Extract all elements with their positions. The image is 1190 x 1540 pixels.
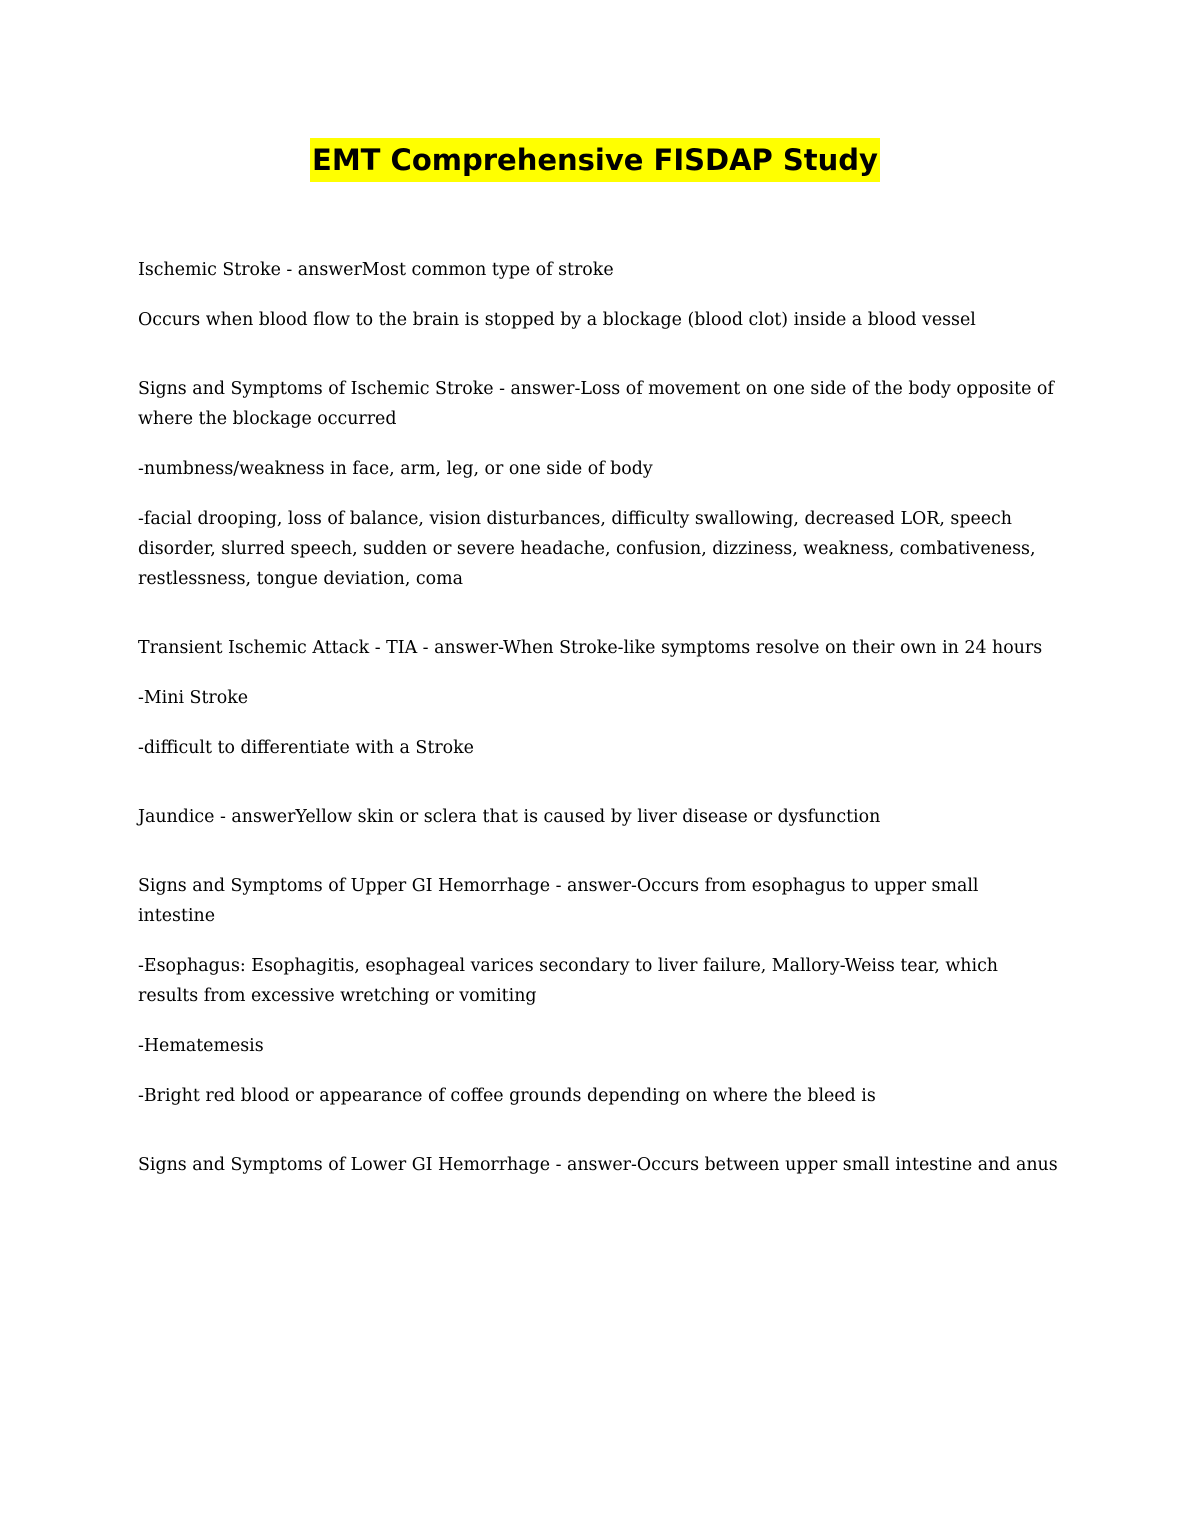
paragraph: -numbness/weakness in face, arm, leg, or one side of body: [138, 459, 653, 479]
paragraph: Signs and Symptoms of Ischemic Stroke - answer-Loss of movement on one side of the body opposite of where the blockage occurred: [138, 379, 1054, 429]
paragraph: -Bright red blood or appearance of coffee grounds depending on where the bleed is: [138, 1086, 876, 1106]
entry-ischemic-stroke: [138, 255, 1058, 335]
paragraph: Jaundice - answerYellow skin or sclera that is caused by liver disease or dysfunction: [138, 807, 881, 827]
paragraph: Signs and Symptoms of Upper GI Hemorrhage - answer-Occurs from esophagus to upper small intestine: [138, 876, 979, 926]
paragraph: Ischemic Stroke - answerMost common type of stroke: [138, 260, 614, 280]
entry-ischemic-stroke-signs: [138, 374, 1058, 594]
paragraph: -Esophagus: Esophagitis, esophageal varices secondary to liver failure, Mallory-Weiss tear, which results from excessive wretching or vomiting: [138, 956, 999, 1006]
entry-lower-gi-hemorrhage: [138, 1150, 1058, 1180]
paragraph: Signs and Symptoms of Lower GI Hemorrhage - answer-Occurs between upper small intestine and anus: [138, 1155, 1058, 1175]
paragraph: -difficult to differentiate with a Stroke: [138, 738, 474, 758]
entry-tia: [138, 633, 1058, 763]
document-title: EMT Comprehensive FISDAP Study: [310, 138, 880, 182]
entry-upper-gi-hemorrhage: [138, 871, 1058, 1111]
paragraph: -facial drooping, loss of balance, vision disturbances, difficulty swallowing, decreased LOR, speech disorder, slurred speech, sudden or severe headache, confusion, dizziness, weakness, combativeness, restlessness, tongue deviation, coma: [138, 509, 1036, 589]
paragraph: -Hematemesis: [138, 1036, 264, 1056]
document-body: [138, 255, 1058, 1219]
entry-jaundice: [138, 802, 1058, 832]
paragraph: Occurs when blood flow to the brain is stopped by a blockage (blood clot) inside a blood vessel: [138, 310, 976, 330]
paragraph: -Mini Stroke: [138, 688, 249, 708]
title-container: [0, 138, 1190, 182]
paragraph: Transient Ischemic Attack - TIA - answer-When Stroke-like symptoms resolve on their own in 24 hours: [138, 638, 1043, 658]
